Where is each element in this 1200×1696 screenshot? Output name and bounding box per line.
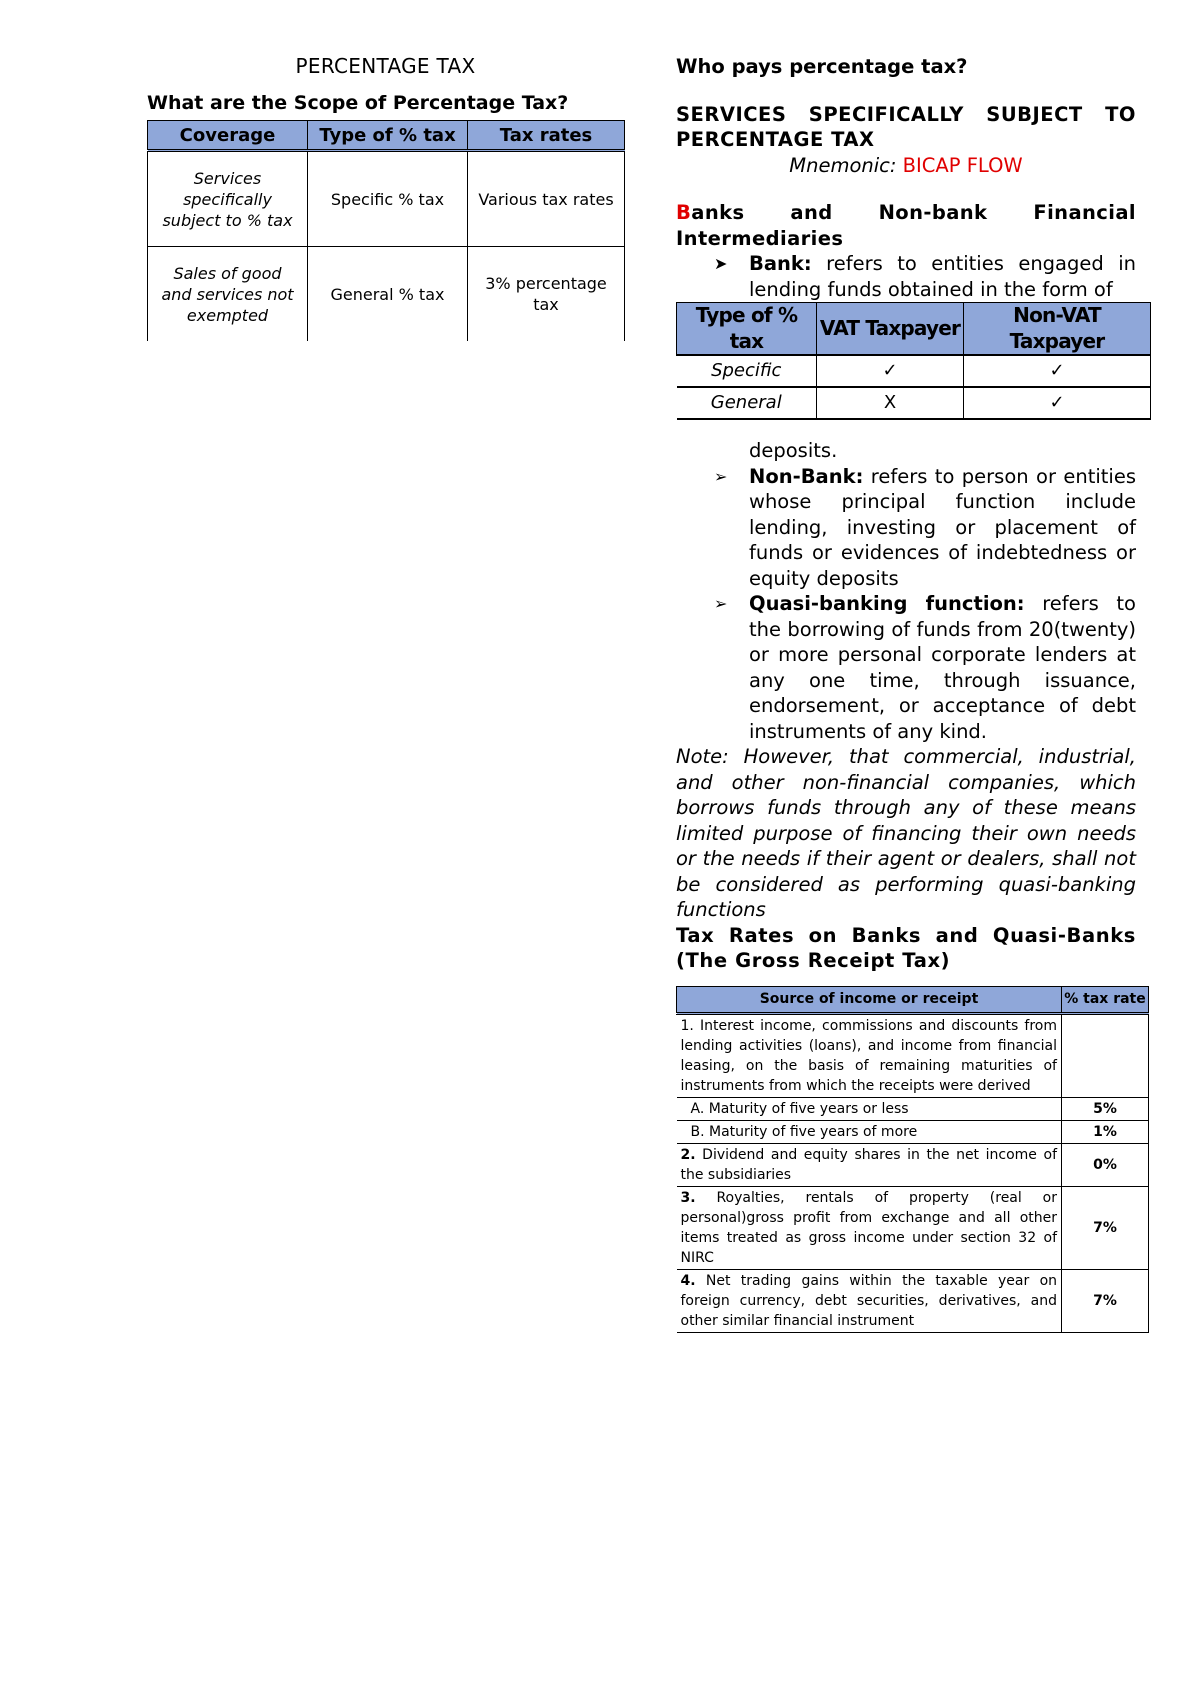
row-text: Dividend and equity shares in the net income of the subsidiaries [680, 1147, 1058, 1183]
row-text: Net trading gains within the taxable year on foreign currency, debt securities, derivatives, and other similar financial instrument [680, 1273, 1058, 1329]
cell-rate: 5% [1062, 1098, 1149, 1121]
arrow-bullet-icon: ➤ [714, 254, 728, 273]
table-row [677, 387, 1151, 419]
table-header-row [677, 303, 1151, 356]
note-paragraph: Note: However, that commercial, industrial, and other non-financial companies, which borrows funds through any of these means limited purpose of financing their own needs or the needs if their agent or dealers, shall not be considered as performing quasi-banking functions [676, 745, 1136, 921]
cell-rate: 1% [1062, 1121, 1149, 1144]
rates-heading-line2: (The Gross Receipt Tax) [676, 949, 951, 972]
cell-rate-empty [1062, 1014, 1149, 1098]
bullet-quasi [676, 591, 1136, 744]
gross-receipt-table [676, 986, 1149, 1334]
table-row [677, 1270, 1149, 1333]
banks-heading-rest: anks and Non-bank Financial [691, 201, 1136, 224]
left-column [147, 54, 624, 341]
table-header-row [148, 121, 625, 151]
bank-term: Bank: [749, 252, 812, 275]
bullet-bank [676, 251, 1136, 302]
cell-source: A. Maturity of five years or less [677, 1098, 1062, 1121]
header-rates: Tax rates [468, 121, 625, 151]
cell-nonvat: ✓ [964, 387, 1151, 419]
bank-text-end: deposits. [749, 439, 838, 462]
header-source: Source of income or receipt [677, 986, 1062, 1014]
cell-vat: ✓ [817, 355, 964, 387]
cell-source: 1. Interest income, commissions and discounts from lending activities (loans), and income from financial leasing, on the basis of remaining maturities of instruments from which the receipts were derived [677, 1014, 1062, 1098]
header-nonvat: Non-VAT Taxpayer [964, 303, 1151, 356]
scope-question: What are the Scope of Percentage Tax? [147, 92, 569, 114]
bullet-nonbank [676, 464, 1136, 592]
header-type: Type of % tax [677, 303, 817, 356]
banks-heading-initial: B [676, 201, 692, 224]
header-rate: % tax rate [1062, 986, 1149, 1014]
vat-table [676, 302, 1151, 420]
header-vat: VAT Taxpayer [817, 303, 964, 356]
table-row [677, 1144, 1149, 1187]
row-number: 2. [680, 1147, 696, 1163]
table-row [148, 247, 625, 342]
cell-source: B. Maturity of five years of more [677, 1121, 1062, 1144]
table-row [677, 1121, 1149, 1144]
mnemonic-label: Mnemonic: [789, 153, 897, 177]
mnemonic [676, 153, 1136, 179]
cell-rate: 7% [1062, 1187, 1149, 1270]
cell-rate: 3% percentage tax [468, 247, 625, 342]
who-pays-heading: Who pays percentage tax? [676, 55, 968, 78]
right-column [676, 54, 1146, 1333]
row-number: 4. [680, 1273, 696, 1289]
bank-text: refers to entities engaged in lending funds obtained in the form of [749, 252, 1136, 301]
cell-coverage: Services specifically subject to % tax [148, 151, 308, 247]
cell-vat: X [817, 387, 964, 419]
cell-source [677, 1144, 1062, 1187]
cell-rate: 7% [1062, 1270, 1149, 1333]
quasi-term: Quasi-banking function: [749, 592, 1025, 615]
cell-source [677, 1187, 1062, 1270]
arrow-bullet-icon: ➢ [714, 594, 728, 613]
table-row [677, 1014, 1149, 1098]
cell-type: Specific [677, 355, 817, 387]
cell-source [677, 1270, 1062, 1333]
cell-rate: Various tax rates [468, 151, 625, 247]
banks-heading [676, 200, 1136, 226]
cell-rate: 0% [1062, 1144, 1149, 1187]
bank-text-continued [676, 438, 1136, 464]
cell-type: General % tax [308, 247, 468, 342]
arrow-bullet-icon: ➢ [714, 466, 728, 486]
table-row [677, 1187, 1149, 1270]
rates-heading: Tax Rates on Banks and Quasi-Banks [676, 923, 1136, 947]
cell-type: Specific % tax [308, 151, 468, 247]
table-row [677, 355, 1151, 387]
table-header-row [677, 986, 1149, 1014]
cell-coverage: Sales of good and services not exempted [148, 247, 308, 342]
row-text: Royalties, rentals of property (real or personal)gross profit from exchange and all other items treated as gross income under section 32 of NIRC [680, 1190, 1057, 1266]
nonbank-text: refers to person or entities whose principal function include lending, investing or placement of funds or evidences of indebtedness or equity deposits [749, 464, 1136, 590]
cell-type: General [677, 387, 817, 419]
services-heading-line2: PERCENTAGE TAX [676, 128, 875, 151]
header-type: Type of % tax [308, 121, 468, 151]
row-number: 3. [680, 1190, 696, 1206]
services-heading: SERVICES SPECIFICALLY SUBJECT TO [676, 102, 1136, 126]
table-row [677, 1098, 1149, 1121]
scope-table [147, 120, 625, 341]
table-row [148, 151, 625, 247]
nonbank-term: Non-Bank: [749, 464, 864, 488]
banks-heading-line2: Intermediaries [676, 226, 844, 250]
header-coverage: Coverage [148, 121, 308, 151]
quasi-text: refers to the borrowing of funds from 20(twenty) or more personal corporate lenders at any one time, through issuance, endorsement, or acceptance of debt instruments of any kind. [749, 592, 1136, 743]
mnemonic-value: BICAP FLOW [902, 153, 1023, 177]
page-title: PERCENTAGE TAX [295, 54, 476, 78]
cell-nonvat: ✓ [964, 355, 1151, 387]
